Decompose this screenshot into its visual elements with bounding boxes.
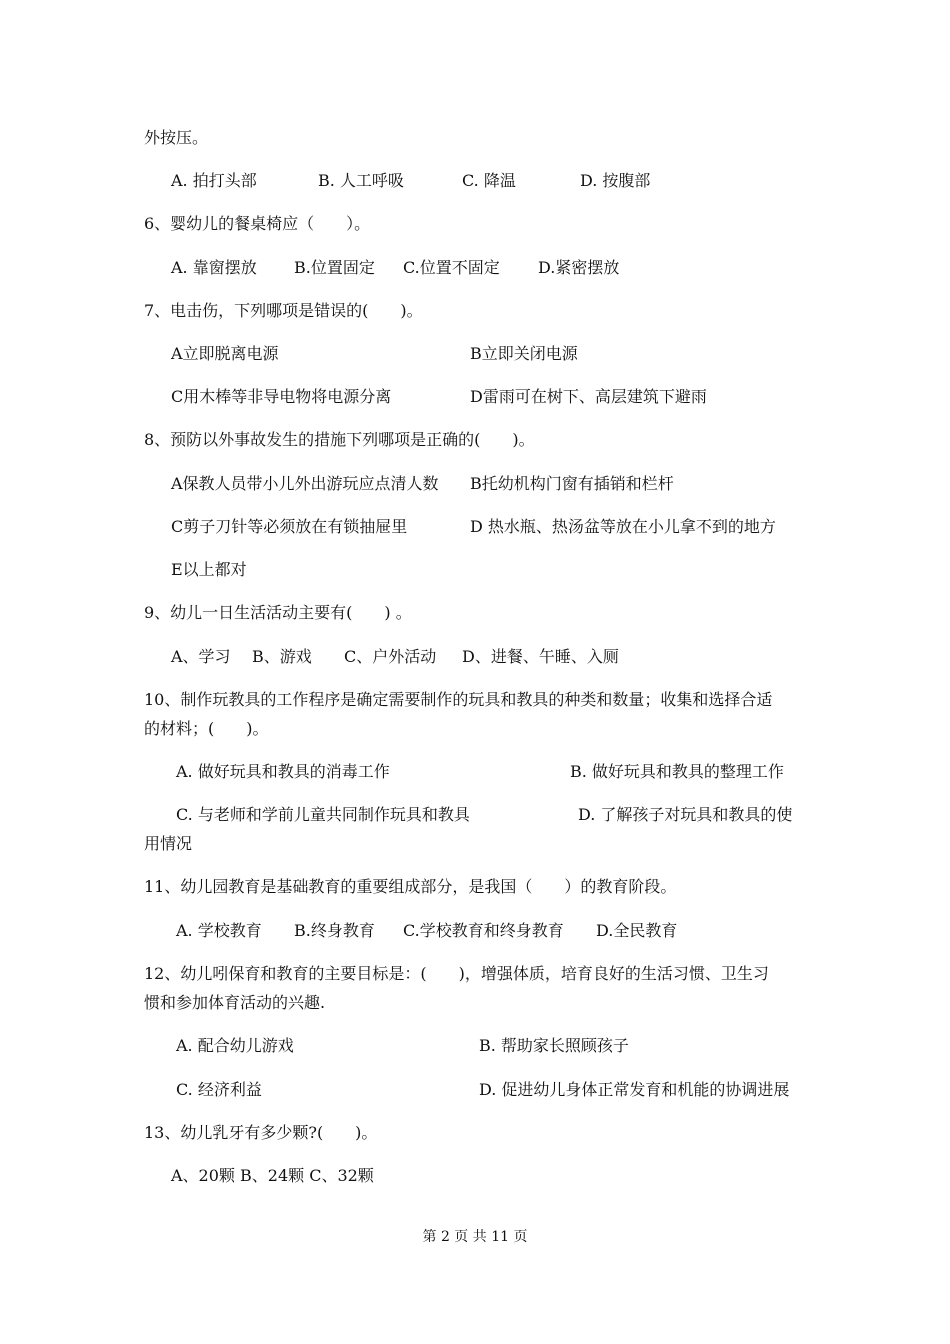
q5-option-d: D. 按腹部 — [580, 171, 651, 190]
q5-option-b: B. 人工呼吸 — [318, 171, 404, 190]
q8-stem: 8、预防以外事故发生的措施下列哪项是正确的( )。 — [144, 430, 535, 449]
q12-option-a: A. 配合幼儿游戏 — [176, 1036, 294, 1055]
q9-option-c: C、户外活动 — [344, 647, 437, 666]
q6-option-a: A. 靠窗摆放 — [171, 258, 257, 277]
q8-options-row1 — [0, 474, 950, 494]
q11-option-b: B.终身教育 — [294, 921, 375, 940]
q10-option-d: D. 了解孩子对玩具和教具的使 — [578, 805, 793, 824]
q10-option-d-wrap: 用情况 — [144, 834, 193, 853]
q6-stem: 6、婴幼儿的餐桌椅应（ ）。 — [144, 214, 371, 233]
q8-option-e: E以上都对 — [171, 560, 247, 579]
q6-option-c: C.位置不固定 — [403, 258, 500, 277]
q12-option-b: B. 帮助家长照顾孩子 — [479, 1036, 629, 1055]
q6-options — [0, 258, 950, 278]
q7-stem: 7、电击伤，下列哪项是错误的( )。 — [144, 301, 423, 320]
q7-option-a: A立即脱离电源 — [171, 344, 279, 363]
q12-options-row1 — [0, 1036, 950, 1056]
q10-options-row2 — [0, 805, 950, 825]
q10-stem-line2: 的材料；( )。 — [144, 719, 269, 738]
q8-option-b: B托幼机构门窗有插销和栏杆 — [470, 474, 674, 493]
q7-option-b: B立即关闭电源 — [470, 344, 578, 363]
q10-option-b: B. 做好玩具和教具的整理工作 — [570, 762, 784, 781]
q12-stem-line2: 惯和参加体育活动的兴趣. — [144, 993, 326, 1012]
q11-option-d: D.全民教育 — [596, 921, 678, 940]
q8-options-row2 — [0, 517, 950, 537]
q9-option-b: B、游戏 — [252, 647, 312, 666]
q13-options: A、20颗 B、24颗 C、32颗 — [171, 1166, 374, 1185]
q12-stem-line1: 12、幼儿吲保育和教育的主要目标是：( )，增强体质，培育良好的生活习惯、卫生习 — [144, 964, 769, 983]
q6-option-b: B.位置固定 — [294, 258, 375, 277]
q9-stem: 9、幼儿一日生活活动主要有( ) 。 — [144, 603, 412, 622]
q7-options-row1 — [0, 344, 950, 364]
q10-option-c: C. 与老师和学前儿童共同制作玩具和教具 — [176, 805, 470, 824]
q11-options — [0, 921, 950, 941]
q9-option-d: D、进餐、午睡、入厕 — [462, 647, 619, 666]
q8-option-c: C剪子刀针等必须放在有锁抽屉里 — [171, 517, 408, 536]
q7-options-row2 — [0, 387, 950, 407]
q10-option-a: A. 做好玩具和教具的消毒工作 — [176, 762, 390, 781]
q9-option-a: A、学习 — [171, 647, 231, 666]
q11-stem: 11、幼儿园教育是基础教育的重要组成部分，是我国（ ）的教育阶段。 — [144, 877, 677, 896]
q12-options-row2 — [0, 1080, 950, 1100]
q5-options — [0, 171, 950, 191]
q6-option-d: D.紧密摆放 — [538, 258, 620, 277]
q10-options-row1 — [0, 762, 950, 782]
q5-option-a: A. 拍打头部 — [171, 171, 257, 190]
q5-option-c: C. 降温 — [462, 171, 516, 190]
q11-option-c: C.学校教育和终身教育 — [403, 921, 564, 940]
q12-option-d: D. 促进幼儿身体正常发育和机能的协调进展 — [479, 1080, 790, 1099]
q11-option-a: A. 学校教育 — [176, 921, 262, 940]
q7-option-d: D雷雨可在树下、高层建筑下避雨 — [470, 387, 707, 406]
page-footer: 第 2 页 共 11 页 — [422, 1229, 528, 1245]
q9-options — [0, 647, 950, 667]
continuation-text: 外按压。 — [144, 128, 209, 147]
q13-stem: 13、幼儿乳牙有多少颗?( )。 — [144, 1123, 378, 1142]
q8-option-a: A保教人员带小儿外出游玩应点清人数 — [171, 474, 439, 493]
q8-option-d: D 热水瓶、热汤盆等放在小儿拿不到的地方 — [470, 517, 776, 536]
q10-stem-line1: 10、制作玩教具的工作程序是确定需要制作的玩具和教具的种类和数量；收集和选择合适 — [144, 690, 773, 709]
q7-option-c: C用木棒等非导电物将电源分离 — [171, 387, 392, 406]
q12-option-c: C. 经济利益 — [176, 1080, 262, 1099]
